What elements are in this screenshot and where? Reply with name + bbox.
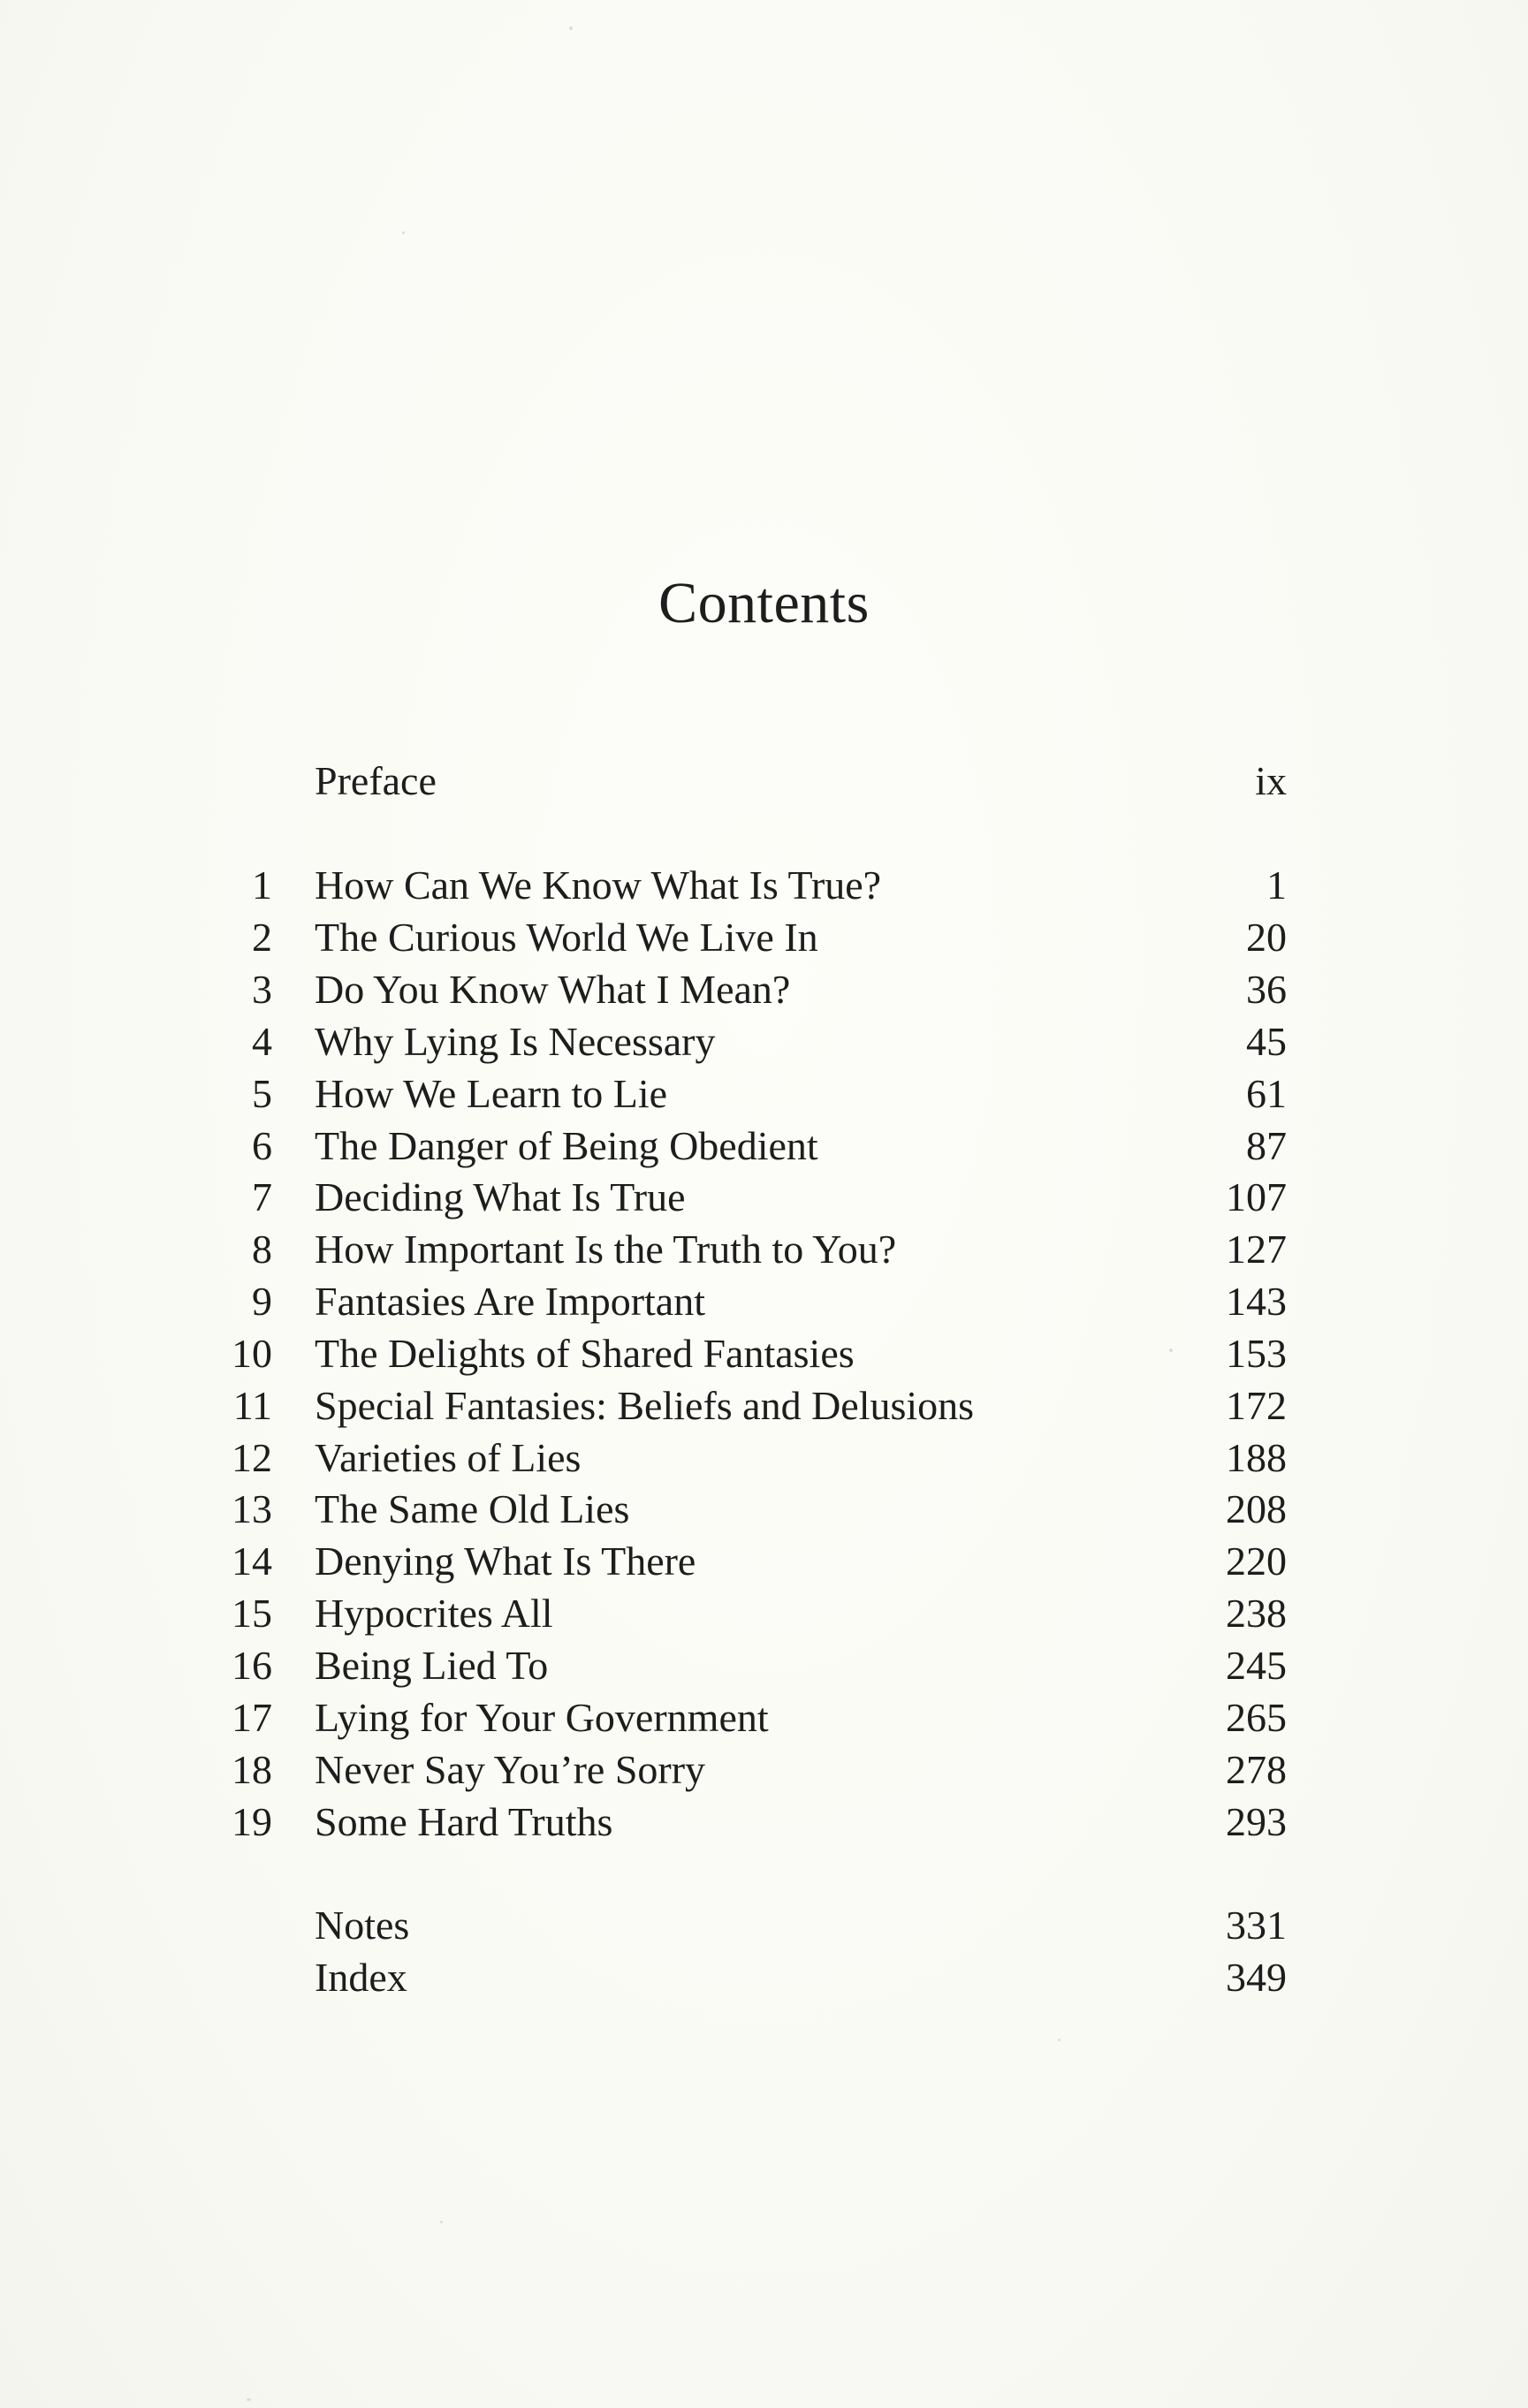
chapter-title: Lying for Your Government (315, 1695, 769, 1740)
toc-entry-chapter-5[interactable] (0, 1068, 1528, 1120)
toc-entry-chapter-15[interactable] (0, 1588, 1528, 1639)
page-number: 220 (1226, 1538, 1287, 1584)
page-title: Contents (658, 571, 870, 635)
toc-entry-chapter-11[interactable] (0, 1380, 1528, 1432)
chapter-number: 16 (232, 1643, 272, 1688)
chapter-title: Being Lied To (315, 1643, 549, 1688)
page-number: 245 (1226, 1643, 1287, 1688)
chapter-title: Why Lying Is Necessary (315, 1019, 716, 1064)
chapter-title: Some Hard Truths (315, 1799, 613, 1844)
entry-title: Notes (315, 1903, 410, 1948)
chapter-number: 7 (252, 1174, 272, 1219)
page-number: 61 (1246, 1071, 1287, 1116)
chapter-title: Do You Know What I Mean? (315, 967, 791, 1012)
chapter-number: 17 (232, 1695, 272, 1740)
entry-title: Preface (315, 758, 437, 803)
toc-entry-chapter-13[interactable] (0, 1484, 1528, 1535)
page-number: 188 (1226, 1435, 1287, 1480)
chapter-number: 2 (252, 915, 272, 960)
entry-title: Index (315, 1955, 407, 2000)
toc-entry-chapter-1[interactable] (0, 860, 1528, 911)
chapter-number: 11 (232, 1383, 272, 1428)
chapter-title: How Can We Know What Is True? (315, 862, 882, 908)
page-number: 45 (1246, 1019, 1287, 1064)
chapter-title: How Important Is the Truth to You? (315, 1227, 897, 1272)
toc-entry-chapter-16[interactable] (0, 1640, 1528, 1691)
page-number: 172 (1226, 1383, 1287, 1428)
chapter-number: 9 (252, 1279, 272, 1324)
page-number: 265 (1226, 1695, 1287, 1740)
toc-entry-chapter-18[interactable] (0, 1744, 1528, 1796)
chapter-title: Hypocrites All (315, 1591, 553, 1636)
toc-entry-chapter-6[interactable] (0, 1120, 1528, 1172)
chapter-title: The Same Old Lies (315, 1486, 630, 1531)
chapter-number: 12 (232, 1435, 272, 1480)
chapter-title: Special Fantasies: Beliefs and Delusions (315, 1383, 975, 1428)
toc-entry-chapter-12[interactable] (0, 1432, 1528, 1484)
chapter-number: 15 (232, 1591, 272, 1636)
chapter-title: Varieties of Lies (315, 1435, 582, 1480)
chapter-title: Fantasies Are Important (315, 1279, 706, 1324)
toc-entry-chapter-9[interactable] (0, 1276, 1528, 1327)
page-number: 87 (1246, 1123, 1287, 1168)
page-number: 36 (1246, 967, 1287, 1012)
chapter-number: 3 (252, 967, 272, 1012)
chapter-title: The Danger of Being Obedient (315, 1123, 818, 1168)
chapter-number: 10 (232, 1331, 272, 1376)
page-number: 208 (1226, 1486, 1287, 1531)
toc-entry-chapter-19[interactable] (0, 1797, 1528, 1848)
toc-entry-chapter-4[interactable] (0, 1016, 1528, 1067)
chapter-number: 18 (232, 1747, 272, 1792)
chapter-title: How We Learn to Lie (315, 1071, 668, 1116)
toc-entry-chapter-17[interactable] (0, 1692, 1528, 1743)
toc-entry-chapter-3[interactable] (0, 964, 1528, 1015)
toc-entry-preface[interactable] (0, 756, 1528, 807)
chapter-title: Deciding What Is True (315, 1174, 686, 1219)
page-number: 349 (1226, 1955, 1287, 2000)
chapter-number: 19 (232, 1799, 272, 1844)
chapter-number: 14 (232, 1538, 272, 1584)
page-number: 20 (1246, 915, 1287, 960)
toc-entry-index[interactable] (0, 1952, 1528, 2003)
chapter-title: The Curious World We Live In (315, 915, 818, 960)
chapter-number: 1 (252, 862, 272, 908)
chapter-title: The Delights of Shared Fantasies (315, 1331, 855, 1376)
page-number: 127 (1226, 1227, 1287, 1272)
toc-entry-notes[interactable] (0, 1900, 1528, 1951)
chapter-number: 4 (252, 1019, 272, 1064)
page-number: 143 (1226, 1279, 1287, 1324)
toc-entry-chapter-7[interactable] (0, 1172, 1528, 1223)
page-number: 238 (1226, 1591, 1287, 1636)
page-number: ix (1255, 758, 1287, 803)
toc-entry-chapter-10[interactable] (0, 1328, 1528, 1379)
toc-entry-chapter-2[interactable] (0, 912, 1528, 963)
chapter-number: 13 (232, 1486, 272, 1531)
page-number: 293 (1226, 1799, 1287, 1844)
chapter-number: 5 (252, 1071, 272, 1116)
page-number: 278 (1226, 1747, 1287, 1792)
toc-entry-chapter-14[interactable] (0, 1536, 1528, 1587)
chapter-title: Denying What Is There (315, 1538, 696, 1584)
page-number: 1 (1266, 862, 1287, 908)
page-number: 331 (1226, 1903, 1287, 1948)
chapter-number: 8 (252, 1227, 272, 1272)
chapter-number: 6 (252, 1123, 272, 1168)
toc-entry-chapter-8[interactable] (0, 1224, 1528, 1275)
page-number: 107 (1226, 1174, 1287, 1219)
chapter-title: Never Say You’re Sorry (315, 1747, 706, 1792)
page-number: 153 (1226, 1331, 1287, 1376)
